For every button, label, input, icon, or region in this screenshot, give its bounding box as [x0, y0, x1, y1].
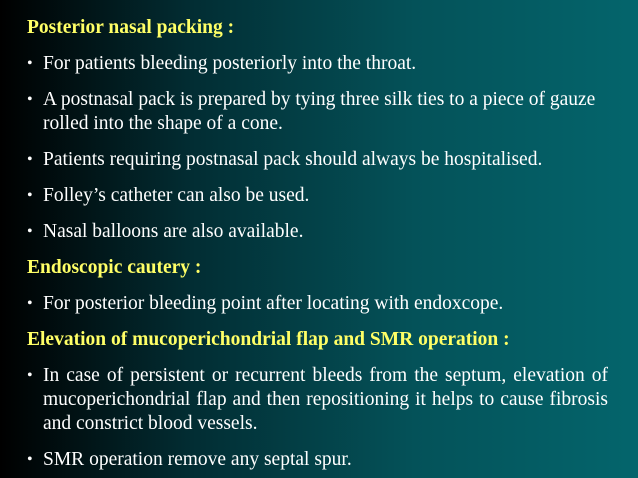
bullet-item — [27, 184, 608, 208]
bullet-text: For posterior bleeding point after locating with endoxcope. — [43, 293, 504, 314]
section-heading-posterior-nasal-packing: Posterior nasal packing : — [27, 17, 235, 38]
bullet-text: SMR operation remove any septal spur. — [43, 449, 352, 470]
section-heading-endoscopic-cautery: Endoscopic cautery : — [27, 257, 202, 278]
bullet-dot-icon: • — [27, 151, 33, 168]
bullet-text: Nasal balloons are also available. — [43, 221, 304, 242]
bullet-dot-icon: • — [27, 223, 33, 240]
bullet-item — [27, 220, 608, 244]
bullet-item — [27, 364, 608, 436]
bullet-text: For patients bleeding posteriorly into the throat. — [43, 53, 417, 74]
bullet-dot-icon: • — [27, 451, 33, 468]
bullet-item — [27, 448, 608, 472]
bullet-item — [27, 88, 608, 136]
bullet-item — [27, 52, 608, 76]
section-heading-elevation-smr: Elevation of mucoperichondrial flap and SMR operation : — [27, 329, 510, 350]
bullet-text: In case of persistent or recurrent bleeds from the septum, elevation of mucoperichondrial flap and then repositioning it helps to cause fibrosis and constrict blood vessels. — [43, 365, 608, 434]
bullet-dot-icon: • — [27, 91, 33, 108]
bullet-text: A postnasal pack is prepared by tying three silk ties to a piece of gauze rolled into the shape of a cone. — [43, 89, 596, 134]
bullet-item — [27, 148, 608, 172]
bullet-text: Patients requiring postnasal pack should always be hospitalised. — [43, 149, 543, 170]
bullet-item — [27, 292, 608, 316]
bullet-text: Folley’s catheter can also be used. — [43, 185, 310, 206]
bullet-dot-icon: • — [27, 187, 33, 204]
bullet-dot-icon: • — [27, 295, 33, 312]
bullet-dot-icon: • — [27, 55, 33, 72]
bullet-dot-icon: • — [27, 367, 33, 384]
